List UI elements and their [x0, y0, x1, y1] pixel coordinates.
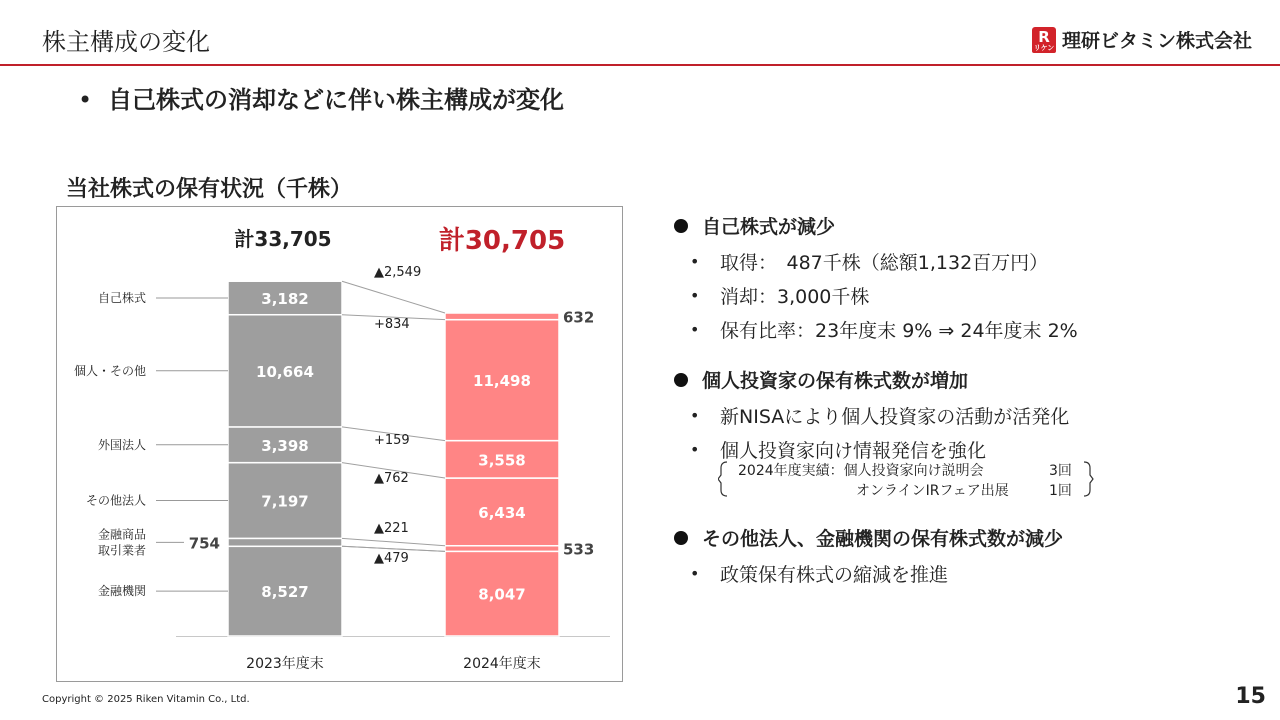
list-item: • 消却：3,000千株	[674, 282, 869, 309]
change-label: ▲479	[374, 551, 409, 566]
list-item: • 政策保有株式の縮減を推進	[674, 560, 948, 587]
category-label: その他法人	[85, 493, 146, 508]
change-label: ▲2,549	[374, 265, 422, 280]
x-tick-label: 2024年度末	[463, 656, 541, 672]
page-number: 15	[1235, 684, 1266, 709]
stacked-bar-chart	[56, 206, 623, 682]
bullet-icon: •	[690, 406, 700, 425]
header-divider	[0, 64, 1280, 66]
data-label: 754	[188, 534, 220, 553]
data-label: 7,197	[261, 492, 309, 511]
bullet-icon: •	[690, 252, 700, 271]
x-tick-label: 2023年度末	[246, 656, 324, 672]
note-line2-label: オンラインIRフェア出展	[856, 483, 1009, 499]
bullet-icon: •	[690, 320, 700, 339]
data-label: 8,047	[478, 585, 526, 604]
data-label: 533	[563, 540, 595, 559]
list-item: • 保有比率：23年度末 9% ⇒ 24年度末 2%	[674, 316, 1078, 343]
note-line2-value: 1回	[1049, 483, 1072, 499]
data-label: 10,664	[256, 362, 314, 381]
data-label: 6,434	[478, 503, 526, 522]
bar-segment	[445, 313, 559, 320]
copyright: Copyright © 2025 Riken Vitamin Co., Ltd.	[42, 694, 250, 705]
page-title: 株主構成の変化	[42, 28, 210, 56]
bar-segment	[445, 546, 559, 552]
bullet-icon: •	[690, 440, 700, 459]
change-label: +159	[374, 433, 410, 448]
list-item: • 取得： 487千株（総額1,132百万円）	[674, 248, 1048, 275]
data-label: 3,398	[261, 436, 309, 455]
list-item: • 新NISAにより個人投資家の活動が活発化	[674, 402, 1069, 429]
change-label: +834	[374, 317, 410, 332]
category-label: 自己株式	[97, 290, 146, 305]
bullet-icon	[674, 219, 688, 233]
section-heading-corporate: その他法人、金融機関の保有株式数が減少	[674, 524, 1063, 551]
bullet-icon	[674, 373, 688, 387]
note-line1-value: 3回	[1049, 463, 1072, 479]
data-label: 11,498	[473, 372, 531, 391]
riken-logo-icon: R リケン	[1033, 27, 1055, 52]
bullet-icon: •	[690, 564, 700, 583]
connector-line	[342, 281, 445, 313]
category-label: 金融機関	[97, 584, 146, 599]
main-bullet-text: 自己株式の消却などに伴い株主構成が変化	[108, 86, 564, 114]
bullet-icon: •	[78, 86, 93, 114]
company-name: 理研ビタミン株式会社	[1061, 30, 1252, 52]
bullet-icon	[674, 531, 688, 545]
chart-heading: 当社株式の保有状況（千株）	[66, 177, 353, 202]
category-label: 外国法人	[97, 437, 146, 452]
company-logo	[1032, 26, 1252, 53]
total-label-2024: 計30,705	[438, 226, 566, 256]
section-heading-treasury: 自己株式が減少	[674, 212, 835, 239]
main-bullet	[78, 80, 564, 115]
total-label-2023: 計33,705	[234, 227, 332, 251]
data-label: 3,182	[261, 289, 309, 308]
bullet-icon: •	[690, 286, 700, 305]
note-line1-label: 2024年度実績：個人投資家向け説明会	[738, 463, 984, 479]
change-label: ▲762	[374, 471, 409, 486]
category-label: 個人・その他	[73, 363, 146, 378]
data-label: 632	[563, 308, 595, 327]
category-label: 金融商品取引業者	[97, 527, 146, 558]
list-item: • 個人投資家向け情報発信を強化	[674, 436, 986, 463]
bar-segment	[228, 538, 342, 546]
section-heading-individual: 個人投資家の保有株式数が増加	[674, 366, 968, 393]
change-label: ▲221	[374, 521, 409, 536]
data-label: 3,558	[478, 451, 526, 470]
connector-line	[342, 538, 445, 545]
data-label: 8,527	[261, 583, 309, 602]
